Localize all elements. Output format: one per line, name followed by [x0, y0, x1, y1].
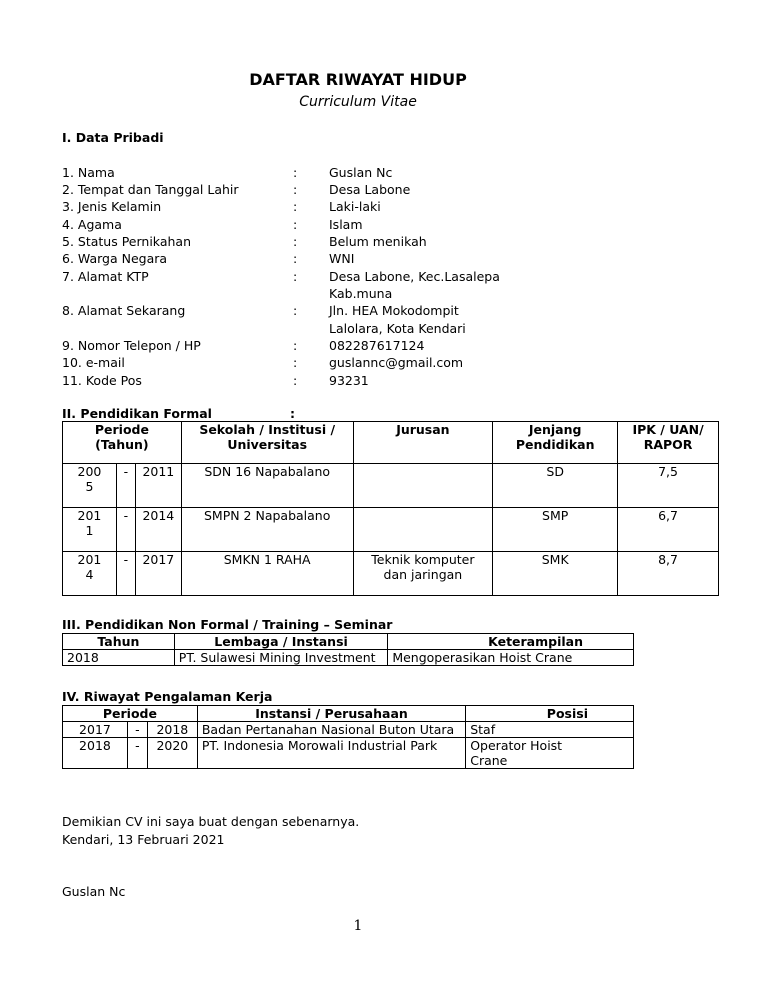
period-from: 201 1 — [63, 508, 117, 552]
document-title: DAFTAR RIWAYAT HIDUP — [249, 70, 467, 89]
table-row — [63, 508, 719, 552]
colon: : — [293, 199, 298, 214]
period-dash: - — [116, 508, 135, 552]
period-from: 201 4 — [63, 552, 117, 596]
colon: : — [293, 373, 298, 388]
personal-label: 5. Status Pernikahan — [62, 234, 191, 249]
table-row — [63, 738, 634, 769]
section-heading-non-formal: III. Pendidikan Non Formal / Training – Seminar — [62, 617, 393, 632]
score: 6,7 — [618, 508, 719, 552]
score: 7,5 — [618, 464, 719, 508]
colon: : — [293, 182, 298, 197]
education-level: SMK — [493, 552, 618, 596]
personal-label: 8. Alamat Sekarang — [62, 303, 186, 318]
signature-name: Guslan Nc — [62, 884, 126, 899]
personal-value: Islam — [329, 217, 363, 232]
education-level: SMP — [493, 508, 618, 552]
closing-statement: Demikian CV ini saya buat dengan sebenarnya. — [62, 814, 360, 829]
personal-value: 082287617124 — [329, 338, 425, 353]
page-number: 1 — [353, 918, 363, 934]
colon: : — [293, 269, 298, 284]
personal-value: WNI — [329, 251, 355, 266]
work-position: Operator Hoist Crane — [466, 738, 634, 769]
personal-label: 2. Tempat dan Tanggal Lahir — [62, 182, 239, 197]
section-colon: : — [290, 406, 295, 421]
period-to: 2017 — [135, 552, 181, 596]
personal-value-continued: Lalolara, Kota Kendari — [329, 321, 466, 336]
personal-label: 3. Jenis Kelamin — [62, 199, 162, 214]
col-header-posisi: Posisi — [466, 706, 634, 722]
personal-value: Belum menikah — [329, 234, 427, 249]
personal-label: 10. e-mail — [62, 355, 125, 370]
col-header-periode: Periode — [63, 706, 198, 722]
section-heading-data-pribadi: I. Data Pribadi — [62, 130, 164, 145]
table-row — [63, 722, 634, 738]
work-institution: PT. Indonesia Morowali Industrial Park — [197, 738, 465, 769]
personal-label: 4. Agama — [62, 217, 122, 232]
table-header-row — [63, 422, 719, 464]
personal-label: 9. Nomor Telepon / HP — [62, 338, 201, 353]
work-institution: Badan Pertanahan Nasional Buton Utara — [197, 722, 465, 738]
colon: : — [293, 251, 298, 266]
col-header-jurusan: Jurusan — [353, 422, 493, 464]
training-skill: Mengoperasikan Hoist Crane — [388, 650, 634, 666]
major — [353, 508, 493, 552]
col-header-ipk: IPK / UAN/ RAPOR — [618, 422, 719, 464]
training-year: 2018 — [63, 650, 175, 666]
colon: : — [293, 217, 298, 232]
school-name: SDN 16 Napabalano — [181, 464, 353, 508]
personal-value: Desa Labone, Kec.Lasalepa — [329, 269, 500, 284]
training-table — [62, 633, 634, 666]
col-header-instansi: Instansi / Perusahaan — [197, 706, 465, 722]
col-header-sekolah: Sekolah / Institusi / Universitas — [181, 422, 353, 464]
period-from: 200 5 — [63, 464, 117, 508]
period-to: 2014 — [135, 508, 181, 552]
score: 8,7 — [618, 552, 719, 596]
personal-value: Laki-laki — [329, 199, 381, 214]
table-row — [63, 650, 634, 666]
training-institution: PT. Sulawesi Mining Investment — [174, 650, 388, 666]
personal-label: 6. Warga Negara — [62, 251, 168, 266]
work-from: 2017 — [63, 722, 128, 738]
col-header-keterampilan: Keterampilan — [388, 634, 634, 650]
section-heading-pengalaman-kerja: IV. Riwayat Pengalaman Kerja — [62, 689, 273, 704]
personal-label: 11. Kode Pos — [62, 373, 142, 388]
major — [353, 464, 493, 508]
work-to: 2018 — [147, 722, 197, 738]
work-position: Staf — [466, 722, 634, 738]
col-header-lembaga: Lembaga / Instansi — [174, 634, 388, 650]
period-dash: - — [116, 464, 135, 508]
colon: : — [293, 303, 298, 318]
table-header-row — [63, 706, 634, 722]
education-level: SD — [493, 464, 618, 508]
work-dash: - — [127, 738, 147, 769]
personal-value: Desa Labone — [329, 182, 411, 197]
period-dash: - — [116, 552, 135, 596]
personal-label: 1. Nama — [62, 165, 115, 180]
education-table — [62, 421, 719, 596]
colon: : — [293, 234, 298, 249]
colon: : — [293, 165, 298, 180]
work-dash: - — [127, 722, 147, 738]
place-date: Kendari, 13 Februari 2021 — [62, 832, 225, 847]
col-header-tahun: Tahun — [63, 634, 175, 650]
personal-value-continued: Kab.muna — [329, 286, 393, 301]
col-header-periode: Periode (Tahun) — [63, 422, 182, 464]
table-row — [63, 552, 719, 596]
document-subtitle: Curriculum Vitae — [299, 94, 417, 110]
work-experience-table — [62, 705, 634, 769]
colon: : — [293, 355, 298, 370]
major: Teknik komputer dan jaringan — [353, 552, 493, 596]
personal-value: 93231 — [329, 373, 369, 388]
table-header-row — [63, 634, 634, 650]
personal-value: Jln. HEA Mokodompit — [329, 303, 459, 318]
personal-label: 7. Alamat KTP — [62, 269, 149, 284]
school-name: SMPN 2 Napabalano — [181, 508, 353, 552]
personal-value: guslannc@gmail.com — [329, 355, 464, 370]
col-header-jenjang: Jenjang Pendidikan — [493, 422, 618, 464]
section-heading-pendidikan-formal: II. Pendidikan Formal — [62, 406, 212, 421]
personal-value: Guslan Nc — [329, 165, 393, 180]
colon: : — [293, 338, 298, 353]
period-to: 2011 — [135, 464, 181, 508]
table-row — [63, 464, 719, 508]
work-to: 2020 — [147, 738, 197, 769]
school-name: SMKN 1 RAHA — [181, 552, 353, 596]
work-from: 2018 — [63, 738, 128, 769]
